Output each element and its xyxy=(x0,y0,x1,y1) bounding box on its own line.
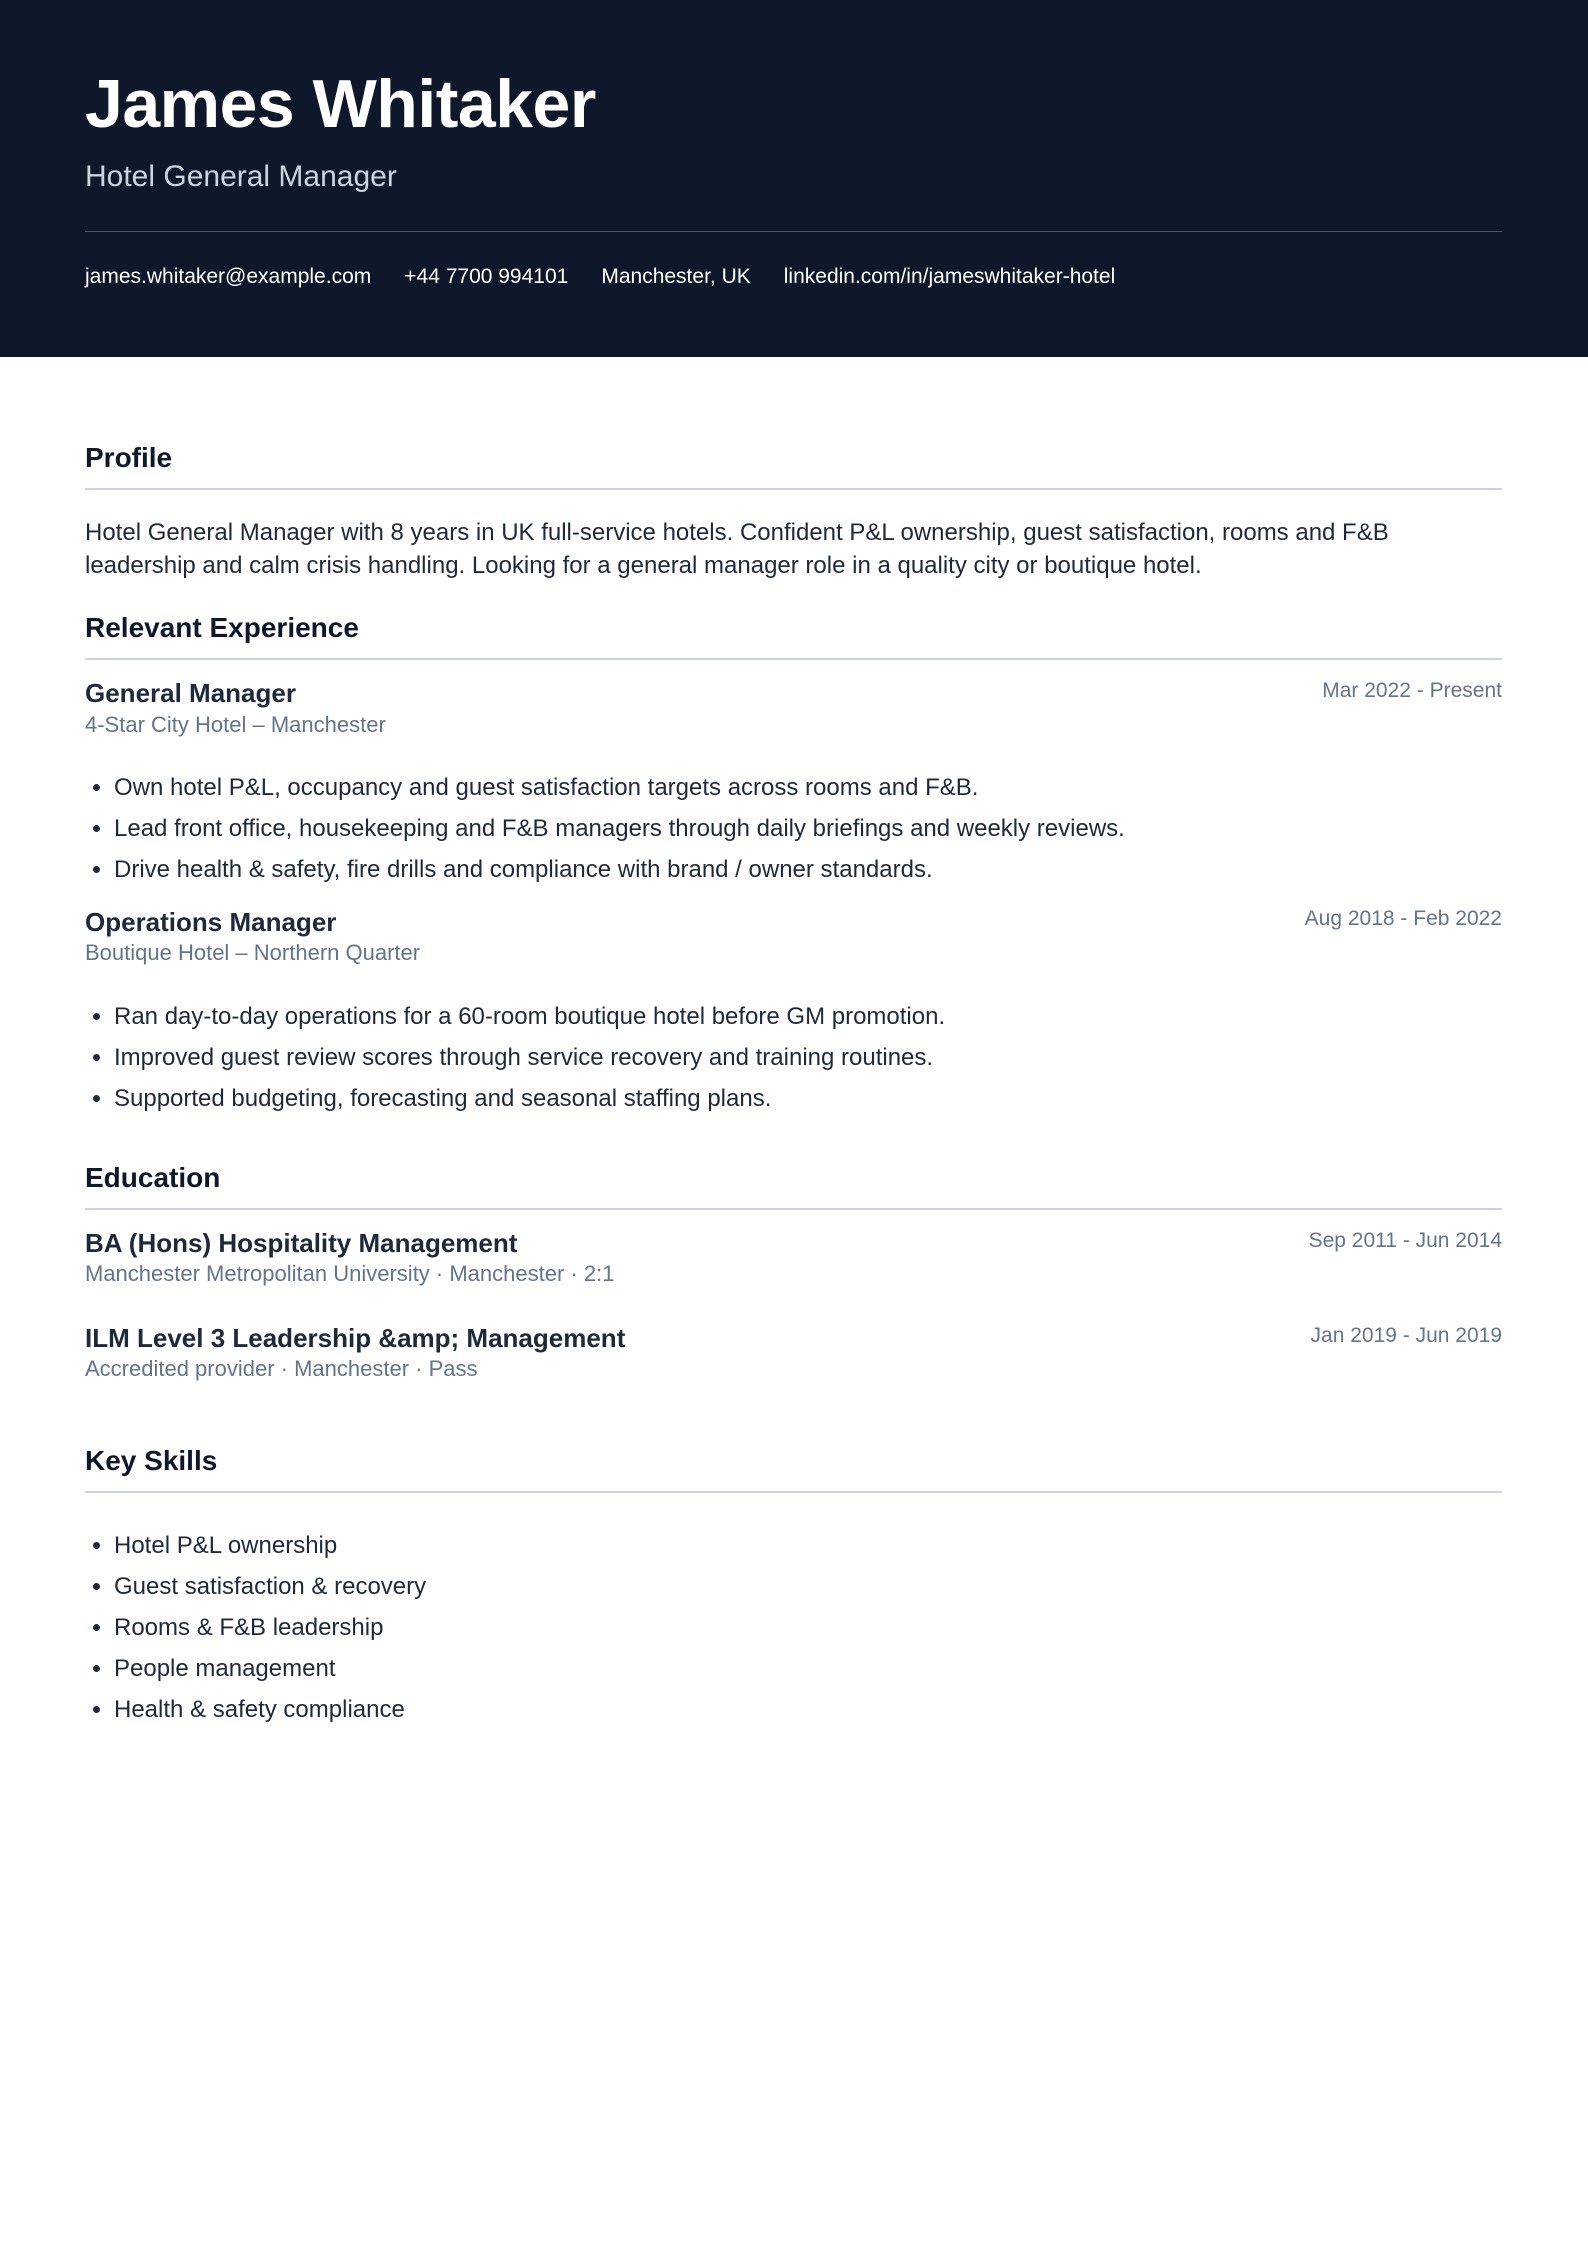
education-dates: Sep 2011 - Jun 2014 xyxy=(1308,1229,1502,1252)
education-dates: Jan 2019 - Jun 2019 xyxy=(1310,1324,1502,1347)
list-item: • Rooms & F&B leadership xyxy=(114,1607,426,1648)
contact-email: james.whitaker@example.com xyxy=(85,265,372,288)
list-item: • Ran day-to-day operations for a 60-room boutique hotel before GM promotion. xyxy=(114,996,945,1037)
list-item: • Supported budgeting, forecasting and seasonal staffing plans. xyxy=(114,1078,945,1119)
education-degree: BA (Hons) Hospitality Management xyxy=(85,1228,518,1258)
job-title: General Manager xyxy=(85,678,296,708)
list-item: • Drive health & safety, fire drills and compliance with brand / owner standards. xyxy=(114,849,1125,890)
skills-list xyxy=(85,1525,426,1730)
list-item: • People management xyxy=(114,1648,426,1689)
candidate-title: Hotel General Manager xyxy=(85,160,397,193)
job-bullets xyxy=(85,767,1125,890)
candidate-name: James Whitaker xyxy=(85,66,596,142)
resume-header xyxy=(0,0,1588,357)
education-details: Accredited provider · Manchester · Pass xyxy=(85,1356,478,1381)
experience-divider xyxy=(85,658,1502,660)
profile-divider xyxy=(85,488,1502,490)
contact-linkedin: linkedin.com/in/jameswhitaker-hotel xyxy=(783,265,1116,288)
experience-heading: Relevant Experience xyxy=(85,612,359,643)
header-divider xyxy=(85,231,1502,232)
profile-heading: Profile xyxy=(85,442,173,473)
job-company: 4-Star City Hotel – Manchester xyxy=(85,712,386,737)
job-title: Operations Manager xyxy=(85,907,337,937)
education-divider xyxy=(85,1208,1502,1210)
education-details: Manchester Metropolitan University · Manchester · 2:1 xyxy=(85,1261,615,1286)
skills-heading: Key Skills xyxy=(85,1445,218,1476)
contact-location: Manchester, UK xyxy=(601,265,751,288)
list-item: • Hotel P&L ownership xyxy=(114,1525,426,1566)
contact-bar xyxy=(85,262,1115,292)
list-item: • Guest satisfaction & recovery xyxy=(114,1566,426,1607)
skills-divider xyxy=(85,1491,1502,1493)
contact-phone: +44 7700 994101 xyxy=(404,265,569,288)
list-item: • Lead front office, housekeeping and F&B managers through daily briefings and weekly reviews. xyxy=(114,808,1125,849)
job-company: Boutique Hotel – Northern Quarter xyxy=(85,940,421,965)
list-item: • Improved guest review scores through service recovery and training routines. xyxy=(114,1037,945,1078)
education-heading: Education xyxy=(85,1162,221,1193)
list-item: • Own hotel P&L, occupancy and guest satisfaction targets across rooms and F&B. xyxy=(114,767,1125,808)
education-degree: ILM Level 3 Leadership &amp; Management xyxy=(85,1323,626,1353)
list-item: • Health & safety compliance xyxy=(114,1689,426,1730)
profile-text: Hotel General Manager with 8 years in UK full-service hotels. Confident P&L ownership, guest satisfaction, rooms and F&B leadership and calm crisis handling. Looking for a general manager role in a quality city or boutique hotel. xyxy=(85,519,1389,579)
job-dates: Mar 2022 - Present xyxy=(1322,679,1502,702)
job-dates: Aug 2018 - Feb 2022 xyxy=(1304,907,1502,930)
job-bullets xyxy=(85,996,945,1119)
